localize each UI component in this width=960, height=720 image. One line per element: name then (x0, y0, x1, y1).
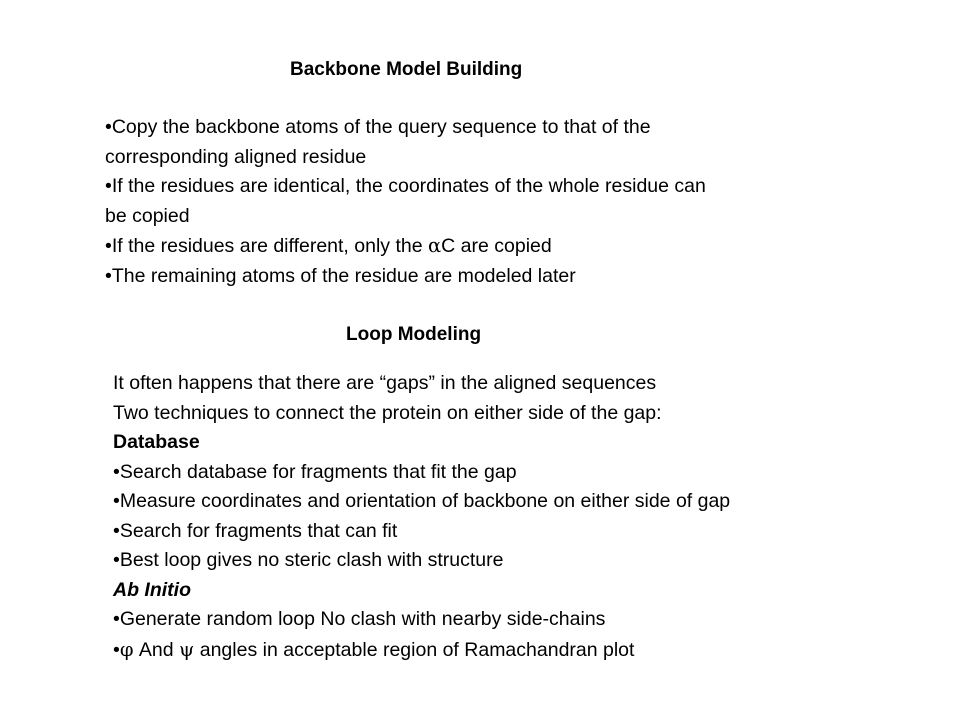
alpha-line-before: •If the residues are different, only the (105, 235, 428, 257)
backbone-line: be copied (105, 204, 190, 227)
loop-intro-line: It often happens that there are “gaps” in the aligned sequences (113, 372, 657, 394)
angle-line-bullet: • (113, 638, 120, 661)
backbone-line: •If the residues are identical, the coordinates of the whole residue can (105, 175, 706, 197)
section-title-backbone: Backbone Model Building (290, 59, 523, 80)
angle-line (113, 635, 730, 666)
database-item: •Measure coordinates and orientation of backbone on either side of gap (113, 490, 731, 512)
backbone-line: •The remaining atoms of the residue are modeled later (105, 264, 576, 287)
loop-intro-line: Two techniques to connect the protein on either side of the gap: (113, 401, 662, 424)
database-item: •Best loop gives no steric clash with structure (113, 549, 504, 571)
loop-modeling-body (113, 369, 730, 665)
abinitio-heading: Ab Initio (113, 578, 191, 601)
backbone-line: •Copy the backbone atoms of the query sequence to that of the (105, 116, 651, 138)
phi-symbol: φ (119, 637, 134, 661)
angle-line-after: angles in acceptable region of Ramachandran plot (194, 638, 635, 661)
section-title-loop: Loop Modeling (346, 324, 482, 345)
database-item: •Search database for fragments that fit the gap (113, 460, 517, 483)
database-heading: Database (113, 431, 200, 453)
angle-line-middle: And (133, 638, 180, 661)
database-item: •Search for fragments that can fit (113, 519, 398, 542)
alpha-line-after: C are copied (441, 235, 552, 257)
backbone-line-alpha (105, 231, 706, 262)
backbone-line: corresponding aligned residue (105, 145, 367, 168)
alpha-symbol: α (428, 234, 442, 257)
abinitio-item: •Generate random loop No clash with nearby side-chains (113, 608, 606, 630)
psi-symbol: ψ (179, 637, 195, 661)
backbone-bullet-list (105, 113, 706, 291)
